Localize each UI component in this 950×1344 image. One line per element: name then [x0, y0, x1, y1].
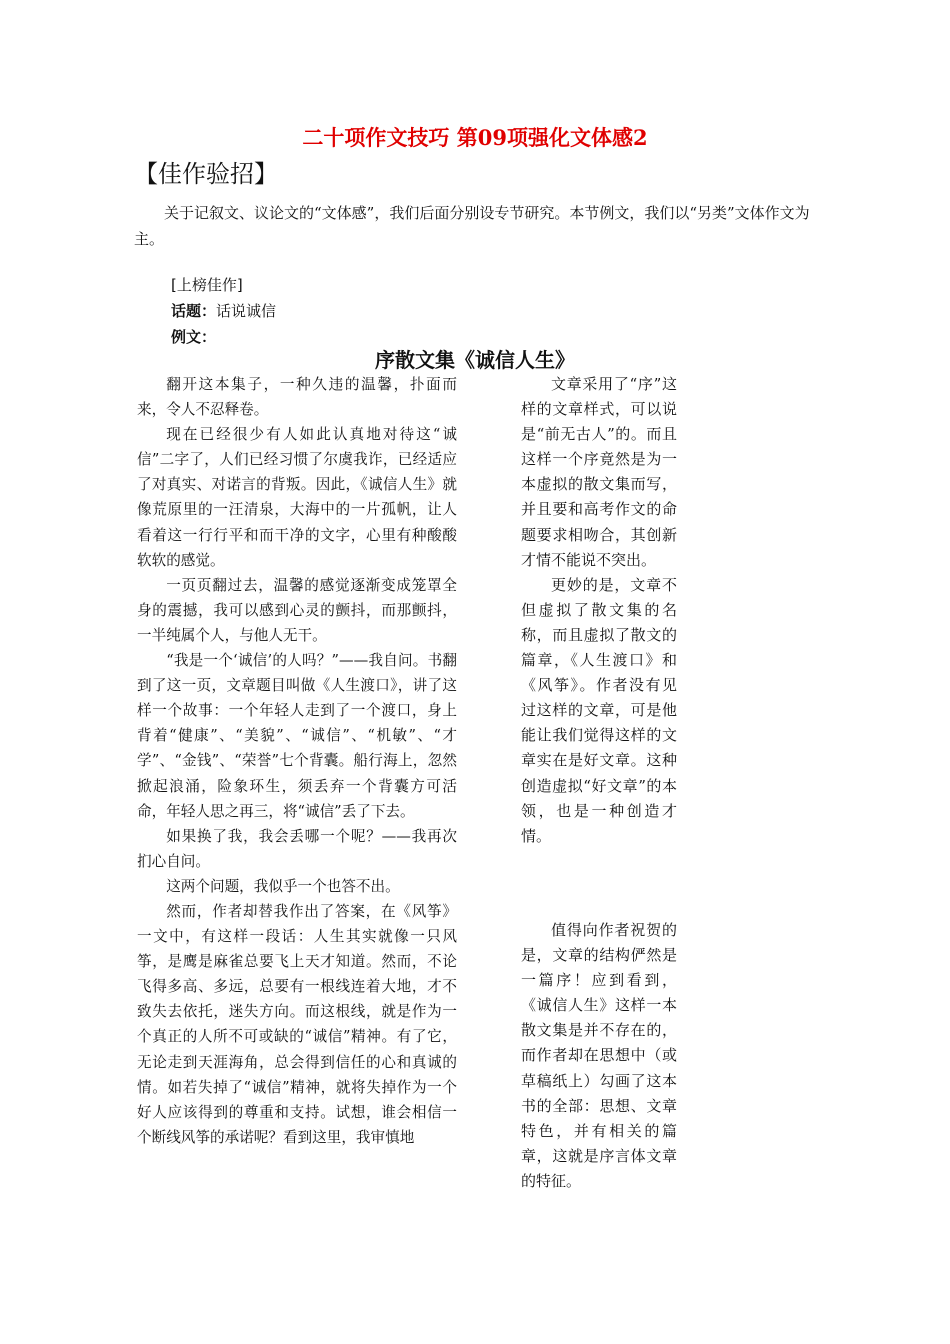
example-label: 例文： — [171, 328, 217, 346]
essay-paragraph: 如果换了我，我会丢哪一个呢？——我再次扪心自问。 — [137, 827, 457, 870]
essay-paragraph: 这两个问题，我似乎一个也答不出。 — [166, 877, 400, 895]
intro-paragraph: 关于记叙文、议论文的“文体感”，我们后面分别设专节研究。本节例文，我们以“另类”文体作文为主。 — [134, 204, 810, 248]
essay-title: 序散文集《诚信人生》 — [375, 348, 575, 372]
commentary-paragraph: 文章采用了“序”这样的文章样式，可以说是“前无古人”的。而且这样一个序竟然是为一本虚拟的散文集而写，并且要和高考作文的命题要求相吻合，其创新才情不能说不突出。 — [521, 375, 677, 569]
commentary-block — [521, 372, 677, 849]
topic-line — [171, 298, 276, 324]
document-title: 二十项作文技巧 第09项强化文体感2 — [302, 125, 648, 150]
tag-label: [上榜佳作] — [171, 276, 243, 294]
essay-paragraph: 翻开这本集子，一种久违的温馨，扑面而来，令人不忍释卷。 — [137, 376, 457, 419]
topic-value: 话说诚信 — [216, 302, 277, 320]
essay-paragraph: 一页页翻过去，温馨的感觉逐渐变成笼罩全身的震撼，我可以感到心灵的颤抖，而那颤抖，一半纯属个人，与他人无干。 — [137, 576, 457, 644]
essay-paragraph: “我是一个‘诚信’的人吗？”——我自问。书翻到了这一页，文章题目叫做《人生渡口》，讲了这样一个故事：一个年轻人走到了一个渡口，身上背着“健康”、“美貌”、“诚信”、“机敏”、“才学”、“金钱”、“荣誉”七个背囊。船行海上，忽然掀起浪涌，险象环生，须丢弃一个背囊方可活命，年轻人思之再三，将“诚信”丢了下去。 — [137, 652, 457, 820]
topic-label: 话题： — [171, 302, 217, 320]
commentary-paragraph: 值得向作者祝贺的是，文章的结构俨然是一篇序！应到看到，《诚信人生》这样一本散文集是并不存在的，而作者却在思想中（或草稿纸上）勾画了这本书的全部：思想、文章特色，并有相关的篇章，这就是序言体文章的特征。 — [521, 921, 677, 1190]
essay-paragraph: 现在已经很少有人如此认真地对待这“诚信”二字了，人们已经习惯了尔虞我诈，已经适应了对真实、对诺言的背叛。因此，《诚信人生》就像荒原里的一汪清泉，大海中的一片孤帆，让人看着这一行行平和而干净的文字，心里有种酸酸软软的感觉。 — [137, 426, 457, 569]
essay-paragraph: 然而，作者却替我作出了答案，在《风筝》一文中，有这样一段话：人生其实就像一只风筝，是鹰是麻雀总要飞上天才知道。然而，不论飞得多高、多远，总要有一根线连着大地，才不致失去依托，迷失方向。而这根线，就是作为一个真正的人所不可或缺的“诚信”精神。有了它，无论走到天涯海角，总会得到信任的心和真诚的情。如若失掉了“诚信”精神，就将失掉作为一个好人应该得到的尊重和支持。试想，谁会相信一个断线风筝的承诺呢？看到这里，我审慎地 — [137, 902, 457, 1146]
commentary-block — [521, 918, 677, 1194]
commentary-paragraph: 更妙的是，文章不但虚拟了散文集的名称，而且虚拟了散文的篇章，《人生渡口》和《风筝》。作者没有见过这样的文章，可是他能让我们觉得这样的文章实在是好文章。这种创造虚拟“好文章”的本领，也是一种创造才情。 — [521, 575, 677, 845]
essay-body — [137, 372, 457, 1150]
tag-line — [171, 272, 243, 298]
section-heading: 【佳作验招】 — [134, 160, 278, 188]
